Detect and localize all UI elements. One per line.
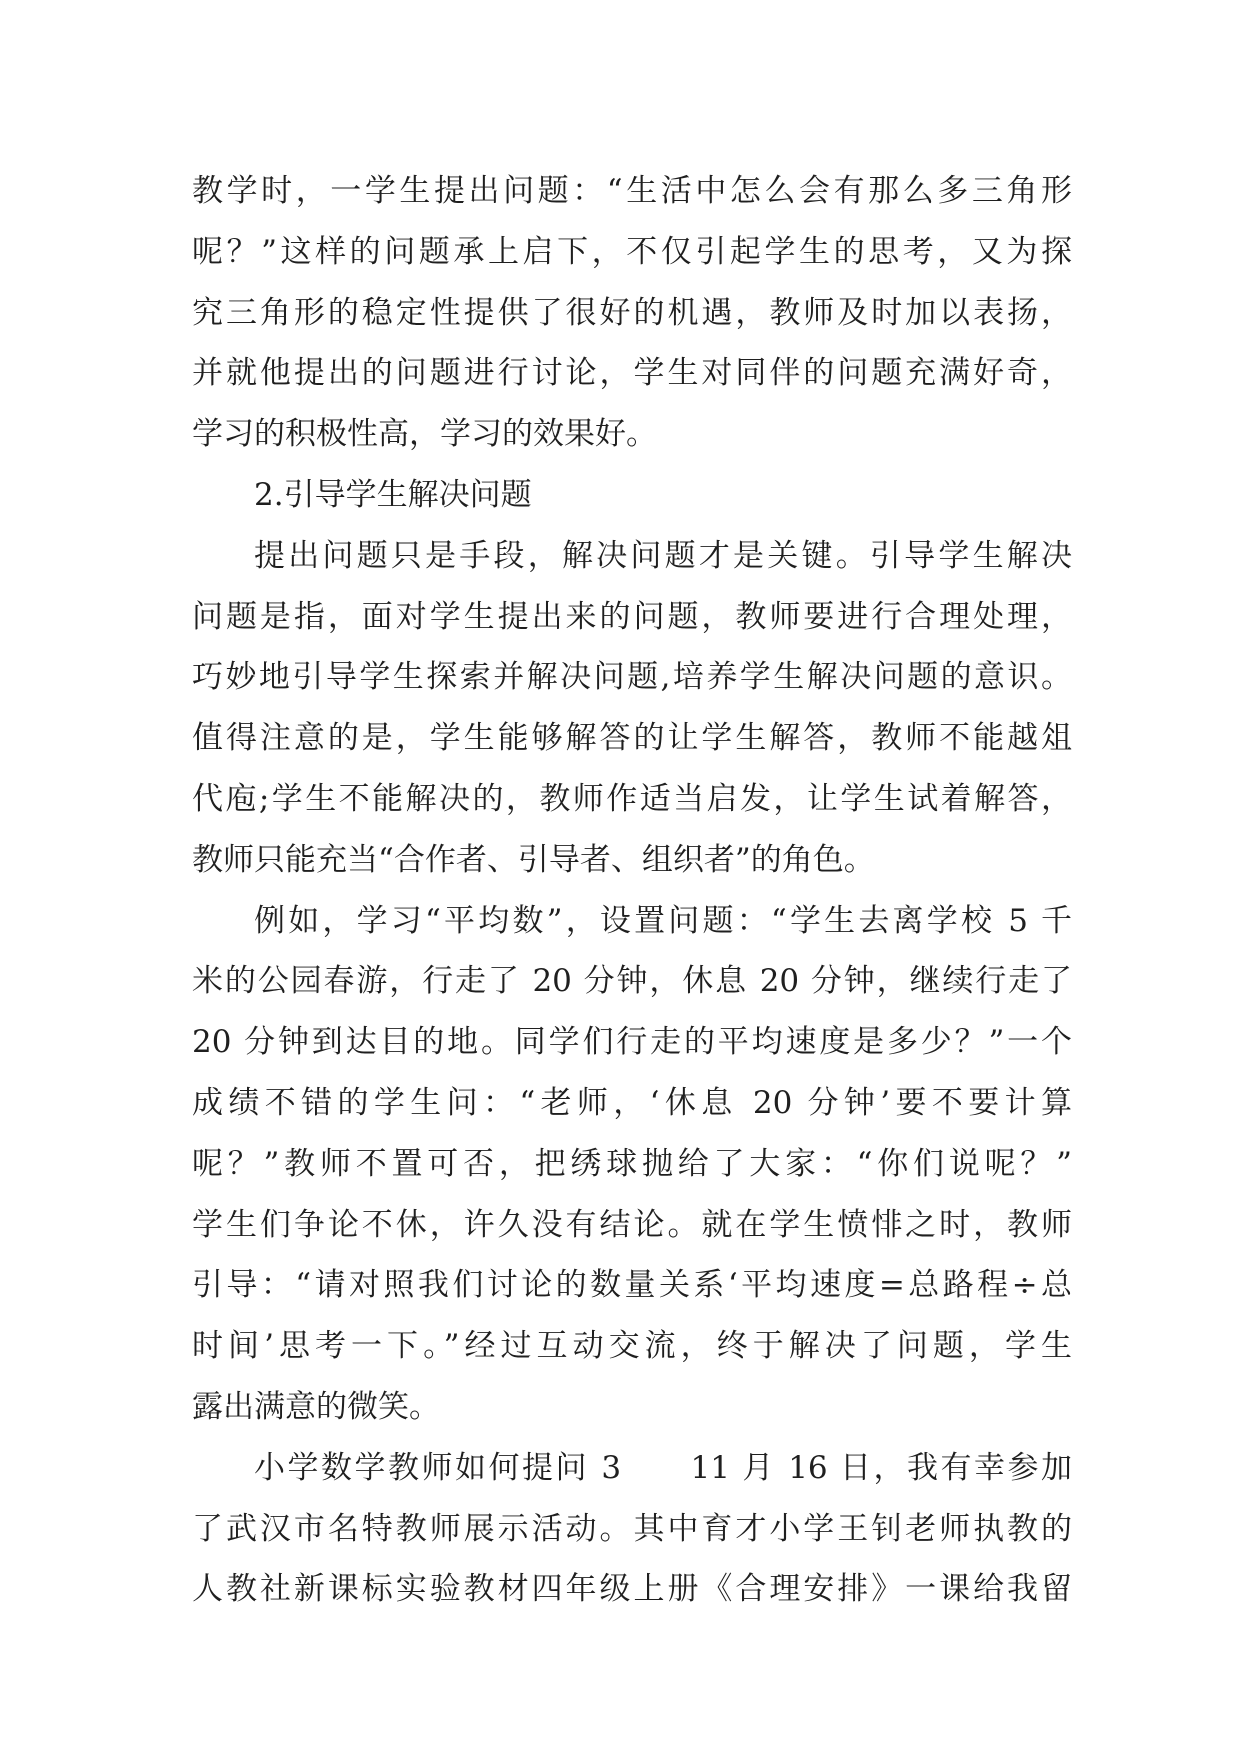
text-line: 例如，学习“平均数”，设置问题：“学生去离学校 5 千 (254, 902, 1072, 939)
text-line: 学习的积极性高，学习的效果好。 (192, 416, 657, 453)
text-line: 人教社新课标实验教材四年级上册《合理安排》一课给我留 (192, 1571, 1072, 1608)
text-line: 教师只能充当“合作者、引导者、组织者”的角色。 (192, 841, 875, 878)
text-line: 问题是指，面对学生提出来的问题，教师要进行合理处理， (192, 598, 1072, 635)
text-line: 了武汉市名特教师展示活动。其中育才小学王钊老师执教的 (192, 1510, 1072, 1547)
text-line: 成绩不错的学生问：“老师，‘休息 20 分钟’要不要计算 (192, 1084, 1072, 1121)
text-line: 教学时，一学生提出问题：“生活中怎么会有那么多三角形 (192, 173, 1072, 209)
text-line: 学生们争论不休，许久没有结论。就在学生愤悱之时，教师 (192, 1206, 1072, 1243)
text-line: 提出问题只是手段，解决问题才是关键。引导学生解决 (254, 537, 1072, 574)
section-heading: 2.引导学生解决问题 (254, 476, 532, 513)
text-line: 米的公园春游，行走了 20 分钟，休息 20 分钟，继续行走了 (192, 963, 1072, 1000)
text-line: 值得注意的是，学生能够解答的让学生解答，教师不能越俎 (192, 720, 1072, 757)
text-line: 究三角形的稳定性提供了很好的机遇，教师及时加以表扬， (192, 294, 1072, 331)
text-line: 巧妙地引导学生探索并解决问题,培养学生解决问题的意识。 (192, 659, 1072, 696)
text-line: 代庖;学生不能解决的，教师作适当启发，让学生试着解答， (192, 780, 1072, 817)
document-body (192, 161, 1072, 1620)
text-line: 20 分钟到达目的地。同学们行走的平均速度是多少？”一个 (192, 1024, 1072, 1061)
text-line: 引导：“请对照我们讨论的数量关系‘平均速度=总路程÷总 (192, 1267, 1072, 1304)
text-line: 呢？”这样的问题承上启下，不仅引起学生的思考，又为探 (192, 233, 1072, 270)
text-line: 露出满意的微笑。 (192, 1388, 440, 1425)
text-line: 呢？”教师不置可否，把绣球抛给了大家：“你们说呢？” (192, 1145, 1072, 1182)
text-line: 并就他提出的问题进行讨论，学生对同伴的问题充满好奇， (192, 355, 1072, 392)
text-line: 时间’思考一下。”经过互动交流，终于解决了问题，学生 (192, 1328, 1072, 1365)
text-line: 小学数学教师如何提问 3 11 月 16 日，我有幸参加 (254, 1449, 1072, 1486)
